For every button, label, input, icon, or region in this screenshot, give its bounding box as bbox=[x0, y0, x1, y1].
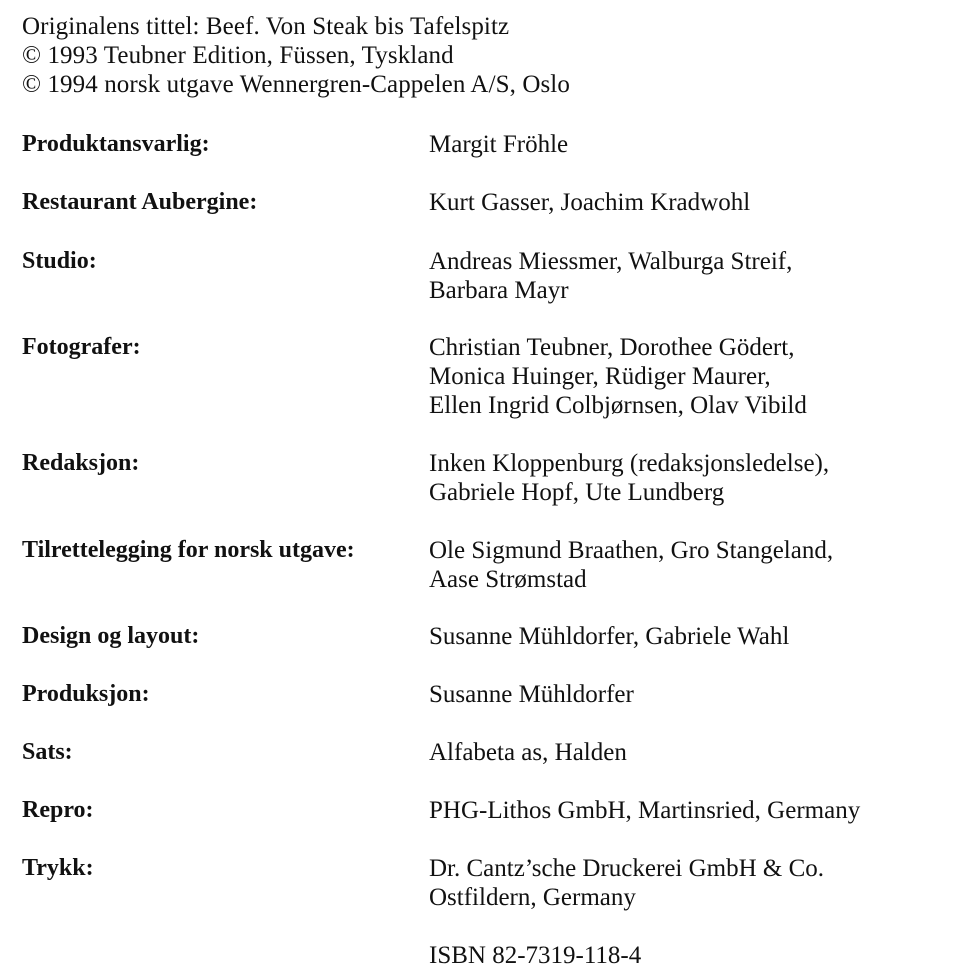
credit-value-line: Andreas Miessmer, Walburga Streif, bbox=[429, 248, 793, 275]
credit-value-line: Aase Strømstad bbox=[429, 566, 587, 593]
credit-value-line: Christian Teubner, Dorothee Gödert, bbox=[429, 334, 795, 361]
copyright-original-line: © 1993 Teubner Edition, Füssen, Tyskland bbox=[22, 42, 454, 69]
credit-value-line: Ole Sigmund Braathen, Gro Stangeland, bbox=[429, 537, 834, 564]
copyright-norwegian-line: © 1994 norsk utgave Wennergren-Cappelen A/S, Oslo bbox=[22, 71, 570, 98]
credit-value bbox=[429, 188, 750, 217]
credit-value bbox=[429, 449, 829, 507]
credit-value bbox=[429, 333, 807, 420]
credit-value-line: Susanne Mühldorfer, Gabriele Wahl bbox=[429, 623, 790, 650]
credit-label: Trykk: bbox=[22, 855, 94, 881]
credit-value bbox=[429, 738, 627, 767]
credit-value-line: Ellen Ingrid Colbjørnsen, Olav Vibild bbox=[429, 392, 807, 419]
credit-value-line: Barbara Mayr bbox=[429, 277, 569, 304]
credit-label: Fotografer: bbox=[22, 334, 141, 360]
credit-value bbox=[429, 622, 789, 651]
credit-value bbox=[429, 854, 824, 912]
original-title-line: Originalens tittel: Beef. Von Steak bis Tafelspitz bbox=[22, 13, 510, 40]
credit-value bbox=[429, 130, 568, 159]
credit-value-line: Dr. Cantz’sche Druckerei GmbH & Co. bbox=[429, 855, 825, 882]
credit-value bbox=[429, 247, 792, 305]
credit-value bbox=[429, 796, 860, 825]
isbn-number: ISBN 82-7319-118-4 bbox=[429, 942, 642, 969]
credit-value-line: Monica Huinger, Rüdiger Maurer, bbox=[429, 363, 771, 390]
credit-value bbox=[429, 680, 634, 709]
credit-value-line: Kurt Gasser, Joachim Kradwohl bbox=[429, 189, 751, 216]
copyright-header bbox=[22, 12, 570, 99]
credit-value-line: PHG-Lithos GmbH, Martinsried, Germany bbox=[429, 797, 861, 824]
credit-label: Design og layout: bbox=[22, 623, 200, 649]
credit-label: Redaksjon: bbox=[22, 450, 140, 476]
credit-label: Produksjon: bbox=[22, 681, 150, 707]
credit-value-line: Alfabeta as, Halden bbox=[429, 739, 627, 766]
credit-value-line: Gabriele Hopf, Ute Lundberg bbox=[429, 479, 725, 506]
credit-label: Produktansvarlig: bbox=[22, 131, 210, 157]
credit-label: Sats: bbox=[22, 739, 73, 765]
credit-label: Repro: bbox=[22, 797, 94, 823]
credit-label: Restaurant Aubergine: bbox=[22, 189, 258, 215]
credit-label: Tilrettelegging for norsk utgave: bbox=[22, 537, 355, 563]
credit-value bbox=[429, 536, 833, 594]
credit-value-line: Inken Kloppenburg (redaksjonsledelse), bbox=[429, 450, 830, 477]
credit-value-line: Ostfildern, Germany bbox=[429, 884, 636, 911]
credit-value-line: Margit Fröhle bbox=[429, 131, 569, 158]
credit-label: Studio: bbox=[22, 248, 97, 274]
credit-value-line: Susanne Mühldorfer bbox=[429, 681, 634, 708]
